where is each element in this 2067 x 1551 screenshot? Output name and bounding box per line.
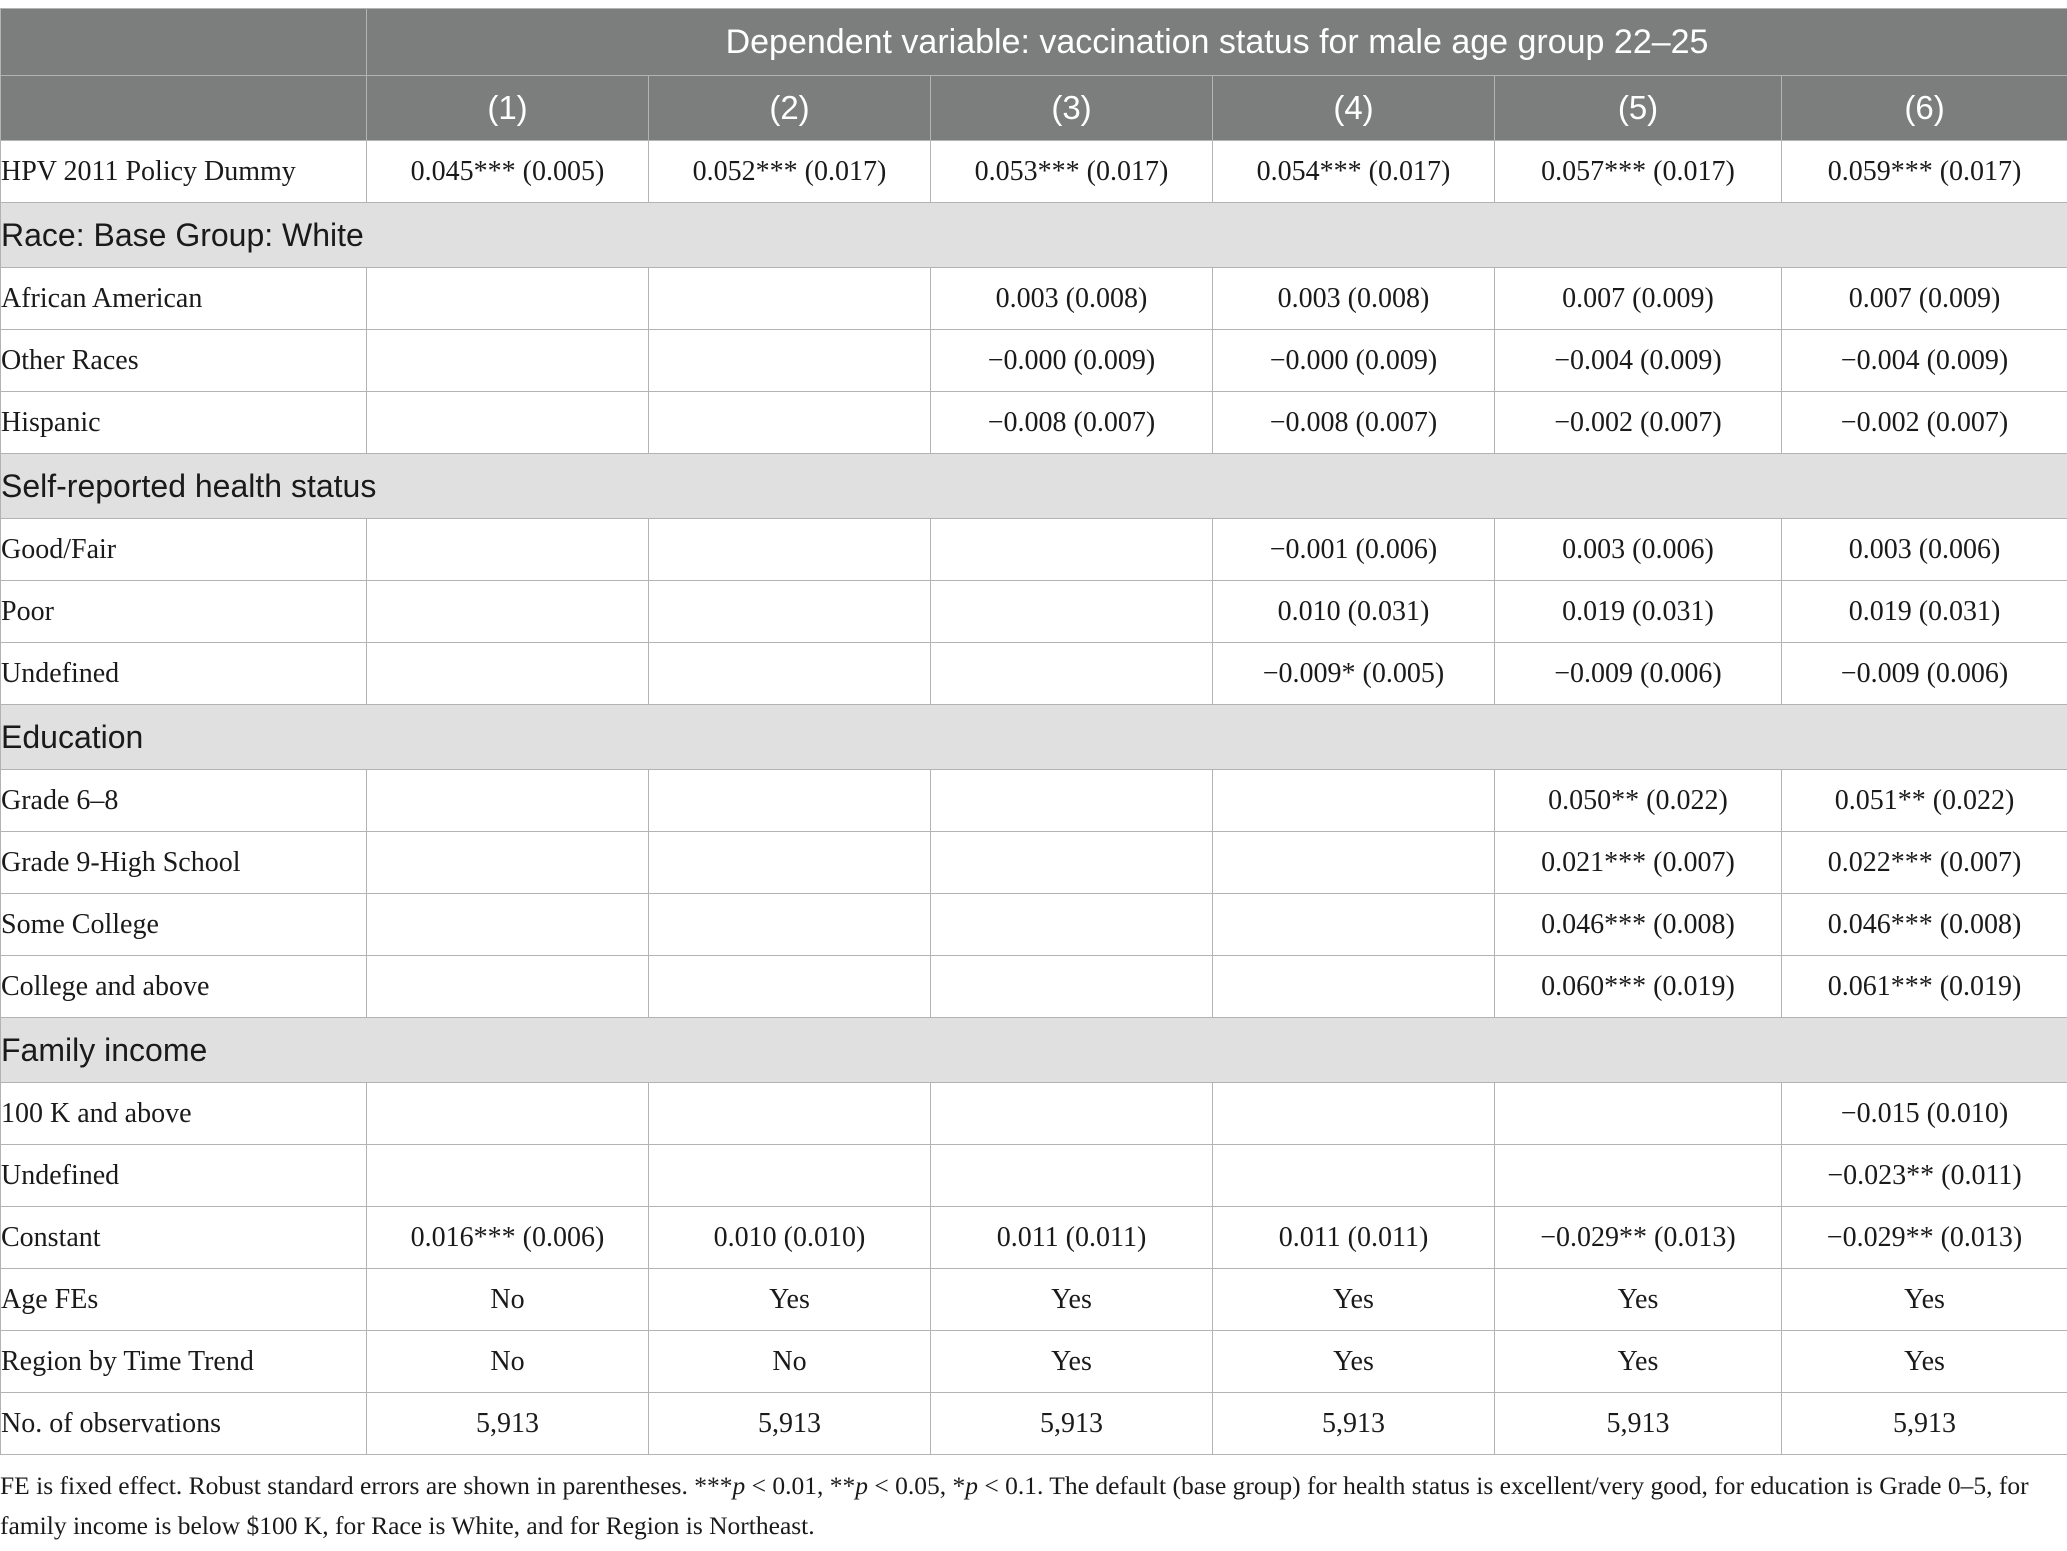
table-cell (649, 956, 931, 1018)
table-cell (649, 832, 931, 894)
table-row (1, 1083, 2067, 1145)
table-cell: −0.023** (0.011) (1782, 1145, 2067, 1207)
table-cell (1495, 1083, 1782, 1145)
header-corner-cell (1, 76, 367, 141)
table-cell: 0.010 (0.031) (1213, 581, 1495, 643)
row-label: African American (1, 268, 367, 330)
table-row (1, 832, 2067, 894)
table-cell: 0.061*** (0.019) (1782, 956, 2067, 1018)
regression-table (0, 8, 2067, 1455)
table-cell: 0.060*** (0.019) (1495, 956, 1782, 1018)
table-cell (931, 956, 1213, 1018)
table-cell (1213, 894, 1495, 956)
table-cell (1213, 832, 1495, 894)
table-cell: −0.008 (0.007) (1213, 392, 1495, 454)
table-cell (931, 1145, 1213, 1207)
table-cell (931, 770, 1213, 832)
table-body (1, 141, 2067, 1455)
section-label: Self-reported health status (1, 454, 2067, 519)
row-label: 100 K and above (1, 1083, 367, 1145)
table-row (1, 643, 2067, 705)
footnote-p-symbol: p (855, 1471, 868, 1500)
table-cell: Yes (1495, 1331, 1782, 1393)
table-cell (931, 832, 1213, 894)
table-row (1, 956, 2067, 1018)
table-cell: 5,913 (931, 1393, 1213, 1455)
table-cell: −0.001 (0.006) (1213, 519, 1495, 581)
row-label: No. of observations (1, 1393, 367, 1455)
header-title-row (1, 9, 2067, 76)
row-label: HPV 2011 Policy Dummy (1, 141, 367, 203)
table-cell: No (649, 1331, 931, 1393)
table-cell: 5,913 (1782, 1393, 2067, 1455)
table-cell: Yes (1782, 1331, 2067, 1393)
table-row (1, 1393, 2067, 1455)
table-cell (649, 770, 931, 832)
table-row (1, 141, 2067, 203)
table-cell: −0.000 (0.009) (931, 330, 1213, 392)
table-cell (367, 268, 649, 330)
header-columns-row (1, 76, 2067, 141)
table-cell: −0.029** (0.013) (1782, 1207, 2067, 1269)
row-label: Hispanic (1, 392, 367, 454)
section-header-row (1, 454, 2067, 519)
table-cell: 0.053*** (0.017) (931, 141, 1213, 203)
table-cell (649, 894, 931, 956)
table-cell: 5,913 (1213, 1393, 1495, 1455)
table-row (1, 268, 2067, 330)
column-header-4: (4) (1213, 76, 1495, 141)
row-label: Grade 6–8 (1, 770, 367, 832)
footnote-text: < 0.01, ** (745, 1471, 856, 1500)
table-cell: No (367, 1331, 649, 1393)
table-cell: Yes (1213, 1331, 1495, 1393)
table-cell (931, 1083, 1213, 1145)
table-cell: 0.046*** (0.008) (1495, 894, 1782, 956)
row-label: Good/Fair (1, 519, 367, 581)
table-cell (367, 1083, 649, 1145)
column-header-2: (2) (649, 76, 931, 141)
row-label: Some College (1, 894, 367, 956)
footnote-text: FE is fixed effect. Robust standard errors are shown in parentheses. *** (0, 1471, 733, 1500)
table-cell: Yes (1495, 1269, 1782, 1331)
table-cell (649, 519, 931, 581)
table-cell: 0.022*** (0.007) (1782, 832, 2067, 894)
section-label: Race: Base Group: White (1, 203, 2067, 268)
table-cell: 0.007 (0.009) (1782, 268, 2067, 330)
table-cell: 0.016*** (0.006) (367, 1207, 649, 1269)
table-cell: −0.009 (0.006) (1782, 643, 2067, 705)
table-cell: −0.002 (0.007) (1495, 392, 1782, 454)
table-row (1, 770, 2067, 832)
table-cell: 0.054*** (0.017) (1213, 141, 1495, 203)
table-cell: Yes (931, 1331, 1213, 1393)
table-row (1, 392, 2067, 454)
table-cell: 0.057*** (0.017) (1495, 141, 1782, 203)
table-row (1, 1145, 2067, 1207)
row-label: Age FEs (1, 1269, 367, 1331)
table-cell (931, 581, 1213, 643)
column-header-6: (6) (1782, 76, 2067, 141)
table-cell (1495, 1145, 1782, 1207)
table-cell: 5,913 (367, 1393, 649, 1455)
table-cell: 0.007 (0.009) (1495, 268, 1782, 330)
table-cell: 5,913 (1495, 1393, 1782, 1455)
footnote-p-symbol: p (965, 1471, 978, 1500)
table-cell: −0.004 (0.009) (1782, 330, 2067, 392)
table-cell (367, 894, 649, 956)
column-header-5: (5) (1495, 76, 1782, 141)
table-cell (649, 581, 931, 643)
table-cell: −0.029** (0.013) (1495, 1207, 1782, 1269)
table-cell (367, 392, 649, 454)
table-row (1, 1269, 2067, 1331)
table-cell: 0.046*** (0.008) (1782, 894, 2067, 956)
table-cell: 0.052*** (0.017) (649, 141, 931, 203)
table-cell: 0.011 (0.011) (931, 1207, 1213, 1269)
table-cell (931, 643, 1213, 705)
table-row (1, 1331, 2067, 1393)
table-cell: 0.019 (0.031) (1782, 581, 2067, 643)
table-cell: −0.009 (0.006) (1495, 643, 1782, 705)
table-cell: 0.059*** (0.017) (1782, 141, 2067, 203)
table-cell: 5,913 (649, 1393, 931, 1455)
table-cell: −0.008 (0.007) (931, 392, 1213, 454)
table-cell (1213, 770, 1495, 832)
footnote-text: < 0.05, * (867, 1471, 966, 1500)
table-cell (1213, 1145, 1495, 1207)
row-label: Undefined (1, 643, 367, 705)
table-row (1, 330, 2067, 392)
table-cell: −0.009* (0.005) (1213, 643, 1495, 705)
table-cell (367, 1145, 649, 1207)
table-cell (1213, 956, 1495, 1018)
table-cell: 0.050** (0.022) (1495, 770, 1782, 832)
table-cell: 0.021*** (0.007) (1495, 832, 1782, 894)
row-label: Region by Time Trend (1, 1331, 367, 1393)
row-label: Undefined (1, 1145, 367, 1207)
table-cell (649, 330, 931, 392)
table-cell (1213, 1083, 1495, 1145)
table-cell: 0.003 (0.008) (1213, 268, 1495, 330)
table-cell: 0.019 (0.031) (1495, 581, 1782, 643)
table-cell (367, 581, 649, 643)
row-label: Constant (1, 1207, 367, 1269)
table-cell: −0.004 (0.009) (1495, 330, 1782, 392)
table-cell: 0.003 (0.006) (1782, 519, 2067, 581)
table-row (1, 581, 2067, 643)
header-corner-cell (1, 9, 367, 76)
table-cell (649, 392, 931, 454)
table-cell: Yes (649, 1269, 931, 1331)
table-cell: No (367, 1269, 649, 1331)
table-cell (649, 1145, 931, 1207)
footnote-text: < 0.1. The default (base group) for health status is excellent/very good, for education is Grade 0–5, for family income is below $100 K, for Race is White, and for Region is Northeast. (0, 1471, 2029, 1540)
table-cell: 0.003 (0.006) (1495, 519, 1782, 581)
table-cell (649, 268, 931, 330)
table-cell: Yes (931, 1269, 1213, 1331)
table-cell: 0.051** (0.022) (1782, 770, 2067, 832)
table-cell (367, 956, 649, 1018)
section-header-row (1, 1018, 2067, 1083)
row-label: Grade 9-High School (1, 832, 367, 894)
column-header-3: (3) (931, 76, 1213, 141)
section-header-row (1, 705, 2067, 770)
section-header-row (1, 203, 2067, 268)
section-label: Education (1, 705, 2067, 770)
table-row (1, 894, 2067, 956)
row-label: Other Races (1, 330, 367, 392)
column-header-1: (1) (367, 76, 649, 141)
table-cell: Yes (1213, 1269, 1495, 1331)
section-label: Family income (1, 1018, 2067, 1083)
table-cell: 0.010 (0.010) (649, 1207, 931, 1269)
table-footnote (0, 1466, 2040, 1546)
dependent-variable-title: Dependent variable: vaccination status for male age group 22–25 (367, 9, 2067, 76)
footnote-p-symbol: p (732, 1471, 746, 1500)
table-cell (931, 894, 1213, 956)
row-label: College and above (1, 956, 367, 1018)
table-row (1, 519, 2067, 581)
table-cell (649, 1083, 931, 1145)
table-cell: −0.002 (0.007) (1782, 392, 2067, 454)
row-label: Poor (1, 581, 367, 643)
table-cell: 0.011 (0.011) (1213, 1207, 1495, 1269)
table-cell (367, 519, 649, 581)
table-cell (367, 330, 649, 392)
table-cell: −0.015 (0.010) (1782, 1083, 2067, 1145)
table-cell (931, 519, 1213, 581)
table-cell (649, 643, 931, 705)
table-cell: −0.000 (0.009) (1213, 330, 1495, 392)
table-header (1, 9, 2067, 141)
table-row (1, 1207, 2067, 1269)
table-cell: Yes (1782, 1269, 2067, 1331)
table-cell: 0.045*** (0.005) (367, 141, 649, 203)
table-cell (367, 770, 649, 832)
table-cell (367, 643, 649, 705)
table-cell (367, 832, 649, 894)
table-cell: 0.003 (0.008) (931, 268, 1213, 330)
